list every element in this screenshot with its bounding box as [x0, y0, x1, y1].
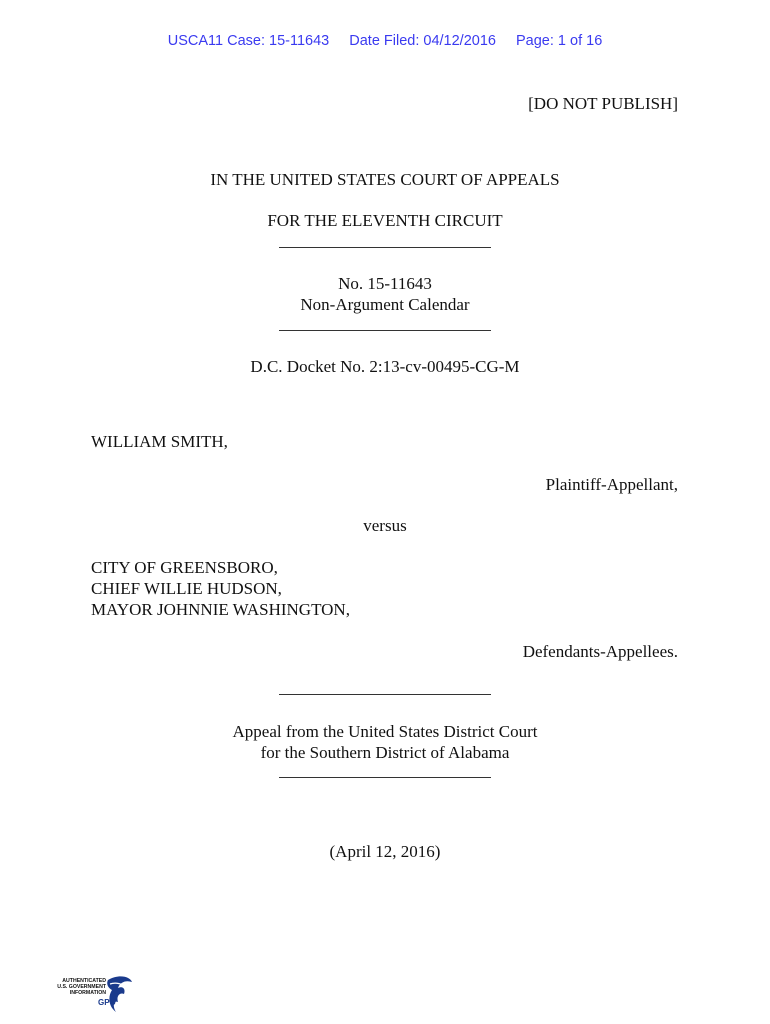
page-count-header: Page: 1 of 16: [516, 33, 603, 49]
defendant-name: MAYOR JOHNNIE WASHINGTON,: [91, 600, 350, 619]
decision-date: (April 12, 2016): [329, 842, 441, 861]
calendar-type: Non-Argument Calendar: [300, 295, 470, 314]
divider: [279, 247, 491, 248]
gpo-logo-text: AUTHENTICATED U.S. GOVERNMENT INFORMATION: [57, 978, 106, 996]
defendants-role: Defendants-Appellees.: [522, 642, 678, 661]
appeal-source: Appeal from the United States District Court: [232, 722, 538, 741]
case-number-header: USCA11 Case: 15-11643: [167, 33, 330, 49]
docket-number: D.C. Docket No. 2:13-cv-00495-CG-M: [250, 357, 520, 376]
eagle-icon: [104, 974, 134, 1016]
case-header: [0, 33, 770, 49]
plaintiff-role: Plaintiff-Appellant,: [545, 475, 678, 494]
date-filed-header: Date Filed: 04/12/2016: [349, 33, 496, 49]
case-number: No. 15-11643: [338, 274, 432, 293]
defendant-name: CITY OF GREENSBORO,: [91, 558, 278, 577]
gpo-logo-mark: GPO: [98, 998, 116, 1007]
defendant-name: CHIEF WILLIE HUDSON,: [91, 579, 282, 598]
versus-label: versus: [363, 516, 407, 535]
publish-note: [DO NOT PUBLISH]: [528, 94, 678, 113]
appeal-district: for the Southern District of Alabama: [260, 743, 510, 762]
plaintiff-name: WILLIAM SMITH,: [91, 432, 228, 451]
divider: [279, 330, 491, 331]
court-name: IN THE UNITED STATES COURT OF APPEALS: [210, 170, 560, 189]
circuit-name: FOR THE ELEVENTH CIRCUIT: [267, 211, 503, 230]
gpo-authentication-logo: [44, 972, 134, 1018]
divider: [279, 777, 491, 778]
divider: [279, 694, 491, 695]
